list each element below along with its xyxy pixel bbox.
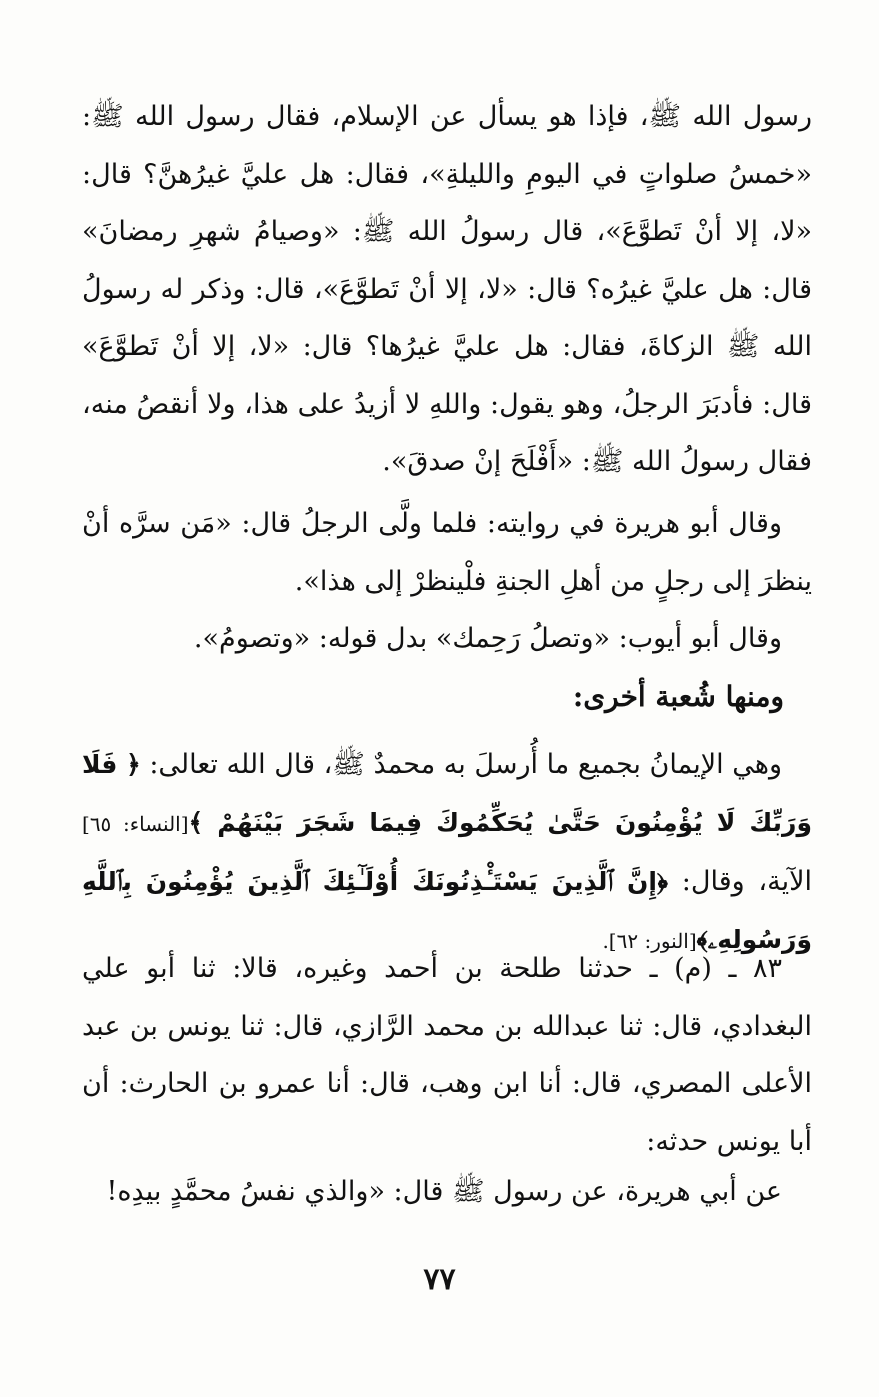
quran-verse-nur: ﴿إِنَّ ٱلَّذِينَ يَسْتَـْٔذِنُونَكَ أُوْلَـٰٓئِكَ ٱلَّذِينَ يُؤْمِنُونَ بِٱللَّهِ وَرَسُولِهِۦ﴾ (82, 867, 812, 954)
verse-reference-nisa: [النساء: ٦٥] (82, 811, 189, 836)
paragraph-hadith-83-isnad (82, 940, 812, 1170)
paragraph-faith-branch (82, 736, 812, 970)
verse-reference-nur: [النور: ٦٢]. (602, 928, 697, 953)
paragraph-text: ٨٣ ـ (م) ـ حدثنا طلحة بن أحمد وغيره، قالا: ثنا أبو علي البغدادي، قال: ثنا عبدالله بن محمد الرَّازي، قال: ثنا يونس بن عبد الأعلى المصري، قال: أنا ابن وهب، قال: أنا عمرو بن الحارث: أن أبا يونس حدثه: (82, 953, 812, 1157)
section-heading: ومنها شُعبة أخرى: (572, 680, 784, 713)
paragraph-text: عن أبي هريرة، عن رسول ﷺ قال: «والذي نفسُ محمَّدٍ بيدِه! (106, 1176, 782, 1207)
paragraph-abu-ayyub-narration (82, 610, 812, 668)
verse-continuation: الآية، وقال: (681, 866, 812, 897)
paragraph-intro: وهي الإيمانُ بجميع ما أُرسلَ به محمدٌ ﷺ، قال الله تعالى: (149, 749, 782, 780)
quran-verse-nisa: ﴿ فَلَا وَرَبِّكَ لَا يُؤْمِنُونَ حَتَّىٰ يُحَكِّمُوكَ فِيمَا شَجَرَ بَيْنَهُمْ ﴾ (82, 750, 812, 837)
paragraph-abu-hurayra-narration (82, 495, 812, 610)
paragraph-text: وقال أبو أيوب: «وتصلُ رَحِمك» بدل قوله: «وتصومُ». (193, 623, 782, 654)
paragraph-text: وقال أبو هريرة في روايته: فلما ولَّى الرجلُ قال: «مَن سرَّه أنْ ينظرَ إلى رجلٍ من أهلِ الجنةِ فلْينظرْ إلى هذا». (82, 508, 812, 597)
page-number: ٧٧ (423, 1262, 456, 1297)
paragraph-hadith-continuation: رسول الله ﷺ، فإذا هو يسأل عن الإسلام، فقال رسول الله ﷺ: «خمسُ صلواتٍ في اليومِ والليلةِ»، فقال: هل عليَّ غيرُهنَّ؟ قال: «لا، إلا أنْ تَطوَّعَ»، قال رسولُ الله ﷺ: «وصيامُ شهرِ رمضانَ» قال: هل عليَّ غيرُه؟ قال: «لا، إلا أنْ تَطوَّعَ»، قال: وذكر له رسولُ الله ﷺ الزكاةَ، فقال: هل عليَّ غيرُها؟ قال: «لا، إلا أنْ تَطوَّعَ» قال: فأدبَرَ الرجلُ، وهو يقول: واللهِ لا أزيدُ على هذا، ولا أنقصُ منه، فقال رسولُ الله ﷺ: «أَفْلَحَ إنْ صدقَ». (82, 101, 812, 477)
paragraph-hadith-83-matn (82, 1163, 812, 1221)
